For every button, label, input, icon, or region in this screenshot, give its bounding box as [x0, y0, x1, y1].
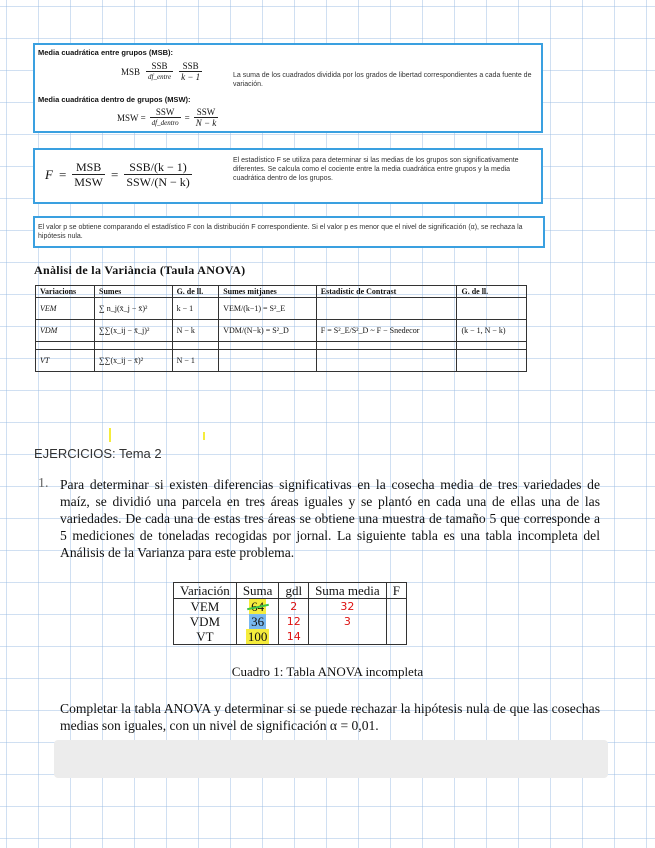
anova-cell: N − 1	[172, 350, 219, 372]
inc-cell: VT	[174, 629, 237, 645]
inc-header-row	[174, 583, 407, 599]
anova-cell: VDM/(N−k) = S²_D	[219, 320, 317, 342]
anova-header-cell: G. de ll.	[457, 286, 527, 298]
anova-header-cell: Variacions	[36, 286, 95, 298]
exercise-intro: Para determinar si existen diferencias significativas en la cosecha media de tres variedades de maíz, se dividió una parcela en tres áreas iguales y se plantó en cada una de ellas una de las variedades. De cada una de estas tres áreas se obtiene una muestra de tamaño 5 que corresponde a 5 mediciones de toneladas recogidas por jornal. La siguiente tabla es una tabla incompleta del Análisis de la Varianza para este problema.	[60, 477, 600, 560]
inc-header-cell: Variación	[174, 583, 237, 599]
msw-label: MSW =	[117, 112, 146, 123]
exercises-heading: EJERCICIOS: Tema 2	[34, 446, 162, 461]
inc-cell: 3	[309, 614, 387, 629]
anova-header-row	[36, 286, 527, 298]
anova-reference-table	[35, 285, 527, 372]
incomplete-anova-table	[173, 582, 407, 645]
msw-frac-nk: $\frac{\text{SSW}}{N - k}$	[195, 107, 217, 128]
inc-cell-suma	[236, 599, 279, 615]
anova-row-vt	[36, 350, 527, 372]
msb-msw-box	[33, 43, 543, 133]
inc-cell: VEM	[174, 599, 237, 615]
msw-title: Media cuadrática dentro de grupos (MSW):	[38, 95, 191, 104]
inc-cell: 14	[279, 629, 309, 645]
anova-cell: (k − 1, N − k)	[457, 320, 527, 342]
f-statistic-box	[33, 148, 543, 204]
highlight-mark	[203, 432, 205, 440]
exercise-number: 1.	[38, 476, 49, 491]
exercise-question: Completar la tabla ANOVA y determinar si se puede rechazar la hipótesis nula de que las cosechas medias son iguales, con un nivel de significación α = 0,01.	[60, 701, 600, 733]
anova-header-cell: Sumes	[95, 286, 173, 298]
anova-header-cell: G. de ll.	[172, 286, 219, 298]
anova-header-cell: Estadístic de Contrast	[316, 286, 457, 298]
p-note: El valor p se obtiene comparando el estadístico F con la distribución F correspondiente. Si el valor p es menor que el nivel de significación (α), se rechaza la hipótesis nula.	[38, 224, 523, 240]
inc-header-cell: Suma	[236, 583, 279, 599]
msb-frac-k: $\frac{\text{SSB}}{k - 1}$	[181, 61, 201, 82]
inc-cell-suma: 100	[236, 629, 279, 645]
inc-cell: 2	[279, 599, 309, 615]
anova-cell	[219, 350, 317, 372]
anova-cell	[457, 298, 527, 320]
anova-cell	[457, 350, 527, 372]
table-caption: Cuadro 1: Tabla ANOVA incompleta	[231, 664, 424, 679]
f-note: El estadístico F se utiliza para determinar si las medias de los grupos son significativamente diferentes. Se calcula como el cociente entre la media cuadrática entre grupos y la media cuadrática dentro de los grupos.	[233, 157, 519, 182]
anova-cell: VEM/(k−1) = S²_E	[219, 298, 317, 320]
faded-bottom-block	[54, 740, 608, 778]
inc-cell: 32	[309, 599, 387, 615]
inc-cell: 12	[279, 614, 309, 629]
inc-header-cell: gdl	[279, 583, 309, 599]
anova-cell	[316, 298, 457, 320]
f-formula: F = $\frac{\text{MSB}}{\text{MSW}}$ = $\frac{\text{SSB/(k − 1)}}{\text{SSW/(N − k)}}$	[45, 160, 190, 189]
msb-title: Media cuadrática entre grupos (MSB):	[38, 48, 174, 57]
msw-formula: MSW = $\frac{\text{SSW}}{\text{df\_dentro}}$ = $\frac{\text{SSW}}{N - k}$	[117, 107, 217, 128]
anova-row-vdm	[36, 320, 527, 342]
msb-frac-ssb: $\frac{\text{SSB}}{\text{df\_entre}}$	[148, 61, 172, 81]
anova-cell: ∑∑(x_ij − x̄_j)²	[95, 320, 173, 342]
inc-row-vdm	[174, 614, 407, 629]
anova-cell: k − 1	[172, 298, 219, 320]
anova-header-cell: Sumes mitjanes	[219, 286, 317, 298]
anova-cell: N − k	[172, 320, 219, 342]
inc-row-vem	[174, 599, 407, 615]
inc-row-vt	[174, 629, 407, 645]
anova-cell	[316, 350, 457, 372]
f-frac-ms: $\frac{\text{MSB}}{\text{MSW}}$	[74, 160, 103, 189]
anova-cell: F = S²_E/S²_D ~ F − Snedecor	[316, 320, 457, 342]
inc-cell-suma: 36	[236, 614, 279, 629]
highlight-mark	[109, 428, 111, 442]
anova-cell: VDM	[36, 320, 95, 342]
f-symbol: F	[45, 166, 53, 182]
anova-title: Anàlisi de la Variància (Taula ANOVA)	[34, 263, 246, 277]
p-value-box	[33, 216, 545, 248]
f-frac-ss: $\frac{\text{SSB/(k − 1)}}{\text{SSW/(N − k)}}$	[126, 160, 190, 189]
anova-cell: ∑∑(x_ij − x̄)²	[95, 350, 173, 372]
anova-cell: VEM	[36, 298, 95, 320]
msb-formula	[121, 61, 202, 82]
inc-header-cell: F	[386, 583, 406, 599]
msw-frac-df: $\frac{\text{SSW}}{\text{df\_dentro}}$	[151, 107, 179, 127]
anova-row-vem	[36, 298, 527, 320]
inc-header-cell: Suma media	[309, 583, 387, 599]
msb-note: La suma de los cuadrados dividida por los grados de libertad correspondientes a cada fuente de variación.	[233, 72, 532, 88]
inc-cell: VDM	[174, 614, 237, 629]
anova-cell: VT	[36, 350, 95, 372]
msb-label: MSB	[121, 66, 141, 77]
inc-cell	[309, 629, 387, 645]
anova-cell: ∑ n_j(x̄_j − x̄)²	[95, 298, 173, 320]
